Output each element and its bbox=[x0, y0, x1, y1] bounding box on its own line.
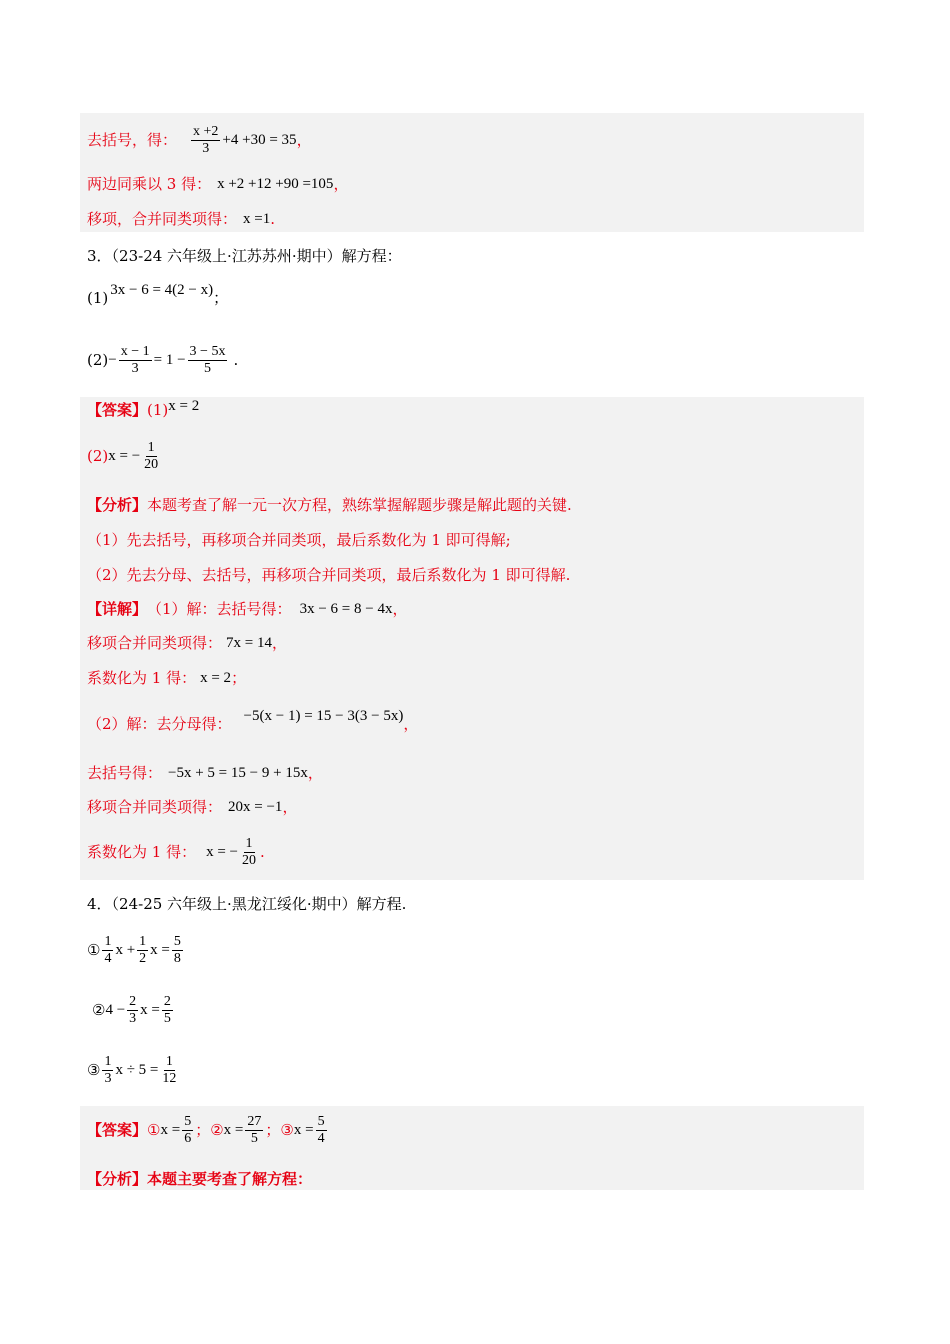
q3-part1: (1) 3x − 6 = 4(2 − x) ； bbox=[87, 282, 229, 307]
q4-answer: 【答案】 ① x = $\frac{5}{6}$ ； ② x = $\frac{27}{5}$ ； ③ x = $\frac{5}{4}$ bbox=[87, 1113, 325, 1146]
fraction: $\frac{5}{8}$ bbox=[173, 933, 181, 966]
q3-step-1: （1）先去括号，再移项合并同类项，最后系数化为 1 即可得解; bbox=[87, 531, 511, 549]
q3-step-2: （2）先去分母、去括号，再移项合并同类项，最后系数化为 1 即可得解. bbox=[87, 566, 571, 584]
q3-detail-4: （2）解：去分母得： −5(x − 1) = 15 − 3(3 − 5x) ， bbox=[87, 708, 419, 733]
fraction: $\frac{5}{6}$ bbox=[184, 1113, 192, 1146]
q3-answer-1: 【答案】 (1) x = 2 bbox=[87, 398, 200, 419]
q4-equation-2: ② 4 − $\frac{2}{3}$ x = $\frac{2}{5}$ bbox=[92, 993, 171, 1026]
prev-line-1: 去括号，得： $\frac{x +2}{3}$ +4 +30 = 35 ， bbox=[87, 123, 312, 156]
fraction: $\frac{3 - 5x}{5}$ bbox=[189, 343, 226, 376]
q3-detail-2: 移项合并同类项得： 7x = 14 ， bbox=[87, 634, 287, 652]
q4-equation-3: ③ $\frac{1}{3}$ x ÷ 5 = $\frac{1}{12}$ bbox=[87, 1053, 177, 1086]
fraction: $\frac{1}{20}$ bbox=[242, 835, 257, 868]
q3-part2: (2) − $\frac{x - 1}{3}$ = 1 − $\frac{3 - 5x}{5}$ . bbox=[87, 343, 239, 376]
fraction: $\frac{2}{5}$ bbox=[163, 993, 171, 1026]
q3-detail-6: 移项合并同类项得： 20x = −1 ， bbox=[87, 798, 298, 816]
q4-analysis: 【分析】 本题主要考查了解方程： bbox=[87, 1170, 313, 1188]
q3-answer-2: (2) x = − $\frac{1}{20}$ bbox=[87, 439, 159, 472]
prev-line-2: 两边同乘以 3 得： x +2 +12 +90 =105 ， bbox=[87, 175, 349, 193]
q3-title: 3．（23-24 六年级上·江苏苏州·期中）解方程： bbox=[87, 247, 402, 265]
fraction: $\frac{5}{4}$ bbox=[317, 1113, 325, 1146]
prev-line-3: 移项，合并同类项得： x =1 . bbox=[87, 210, 276, 228]
q4-title: 4．（24-25 六年级上·黑龙江绥化·期中）解方程. bbox=[87, 895, 407, 913]
q4-equation-1: ① $\frac{1}{4}$ x + $\frac{1}{2}$ x = $\frac{5}{8}$ bbox=[87, 933, 181, 966]
q3-detail-5: 去括号得： −5x + 5 = 15 − 9 + 15x ， bbox=[87, 764, 323, 782]
fraction: $\frac{1}{4}$ bbox=[104, 933, 112, 966]
fraction: $\frac{1}{12}$ bbox=[162, 1053, 177, 1086]
q3-analysis: 【分析】 本题考查了解一元一次方程，熟练掌握解题步骤是解此题的关键. bbox=[87, 496, 572, 514]
fraction: $\frac{x - 1}{3}$ bbox=[120, 343, 150, 376]
fraction: $\frac{27}{5}$ bbox=[247, 1113, 262, 1146]
fraction: $\frac{1}{3}$ bbox=[104, 1053, 112, 1086]
fraction: $\frac{x +2}{3}$ bbox=[193, 123, 219, 156]
fraction: $\frac{2}{3}$ bbox=[129, 993, 137, 1026]
fraction: $\frac{1}{20}$ bbox=[144, 439, 159, 472]
fraction: $\frac{1}{2}$ bbox=[139, 933, 147, 966]
q3-detail-3: 系数化为 1 得： x = 2 ； bbox=[87, 669, 247, 687]
q3-detail-1: 【详解】 （1）解：去括号得： 3x − 6 = 8 − 4x ， bbox=[87, 600, 408, 618]
q3-detail-7: 系数化为 1 得： x = − $\frac{1}{20}$ . bbox=[87, 835, 265, 868]
